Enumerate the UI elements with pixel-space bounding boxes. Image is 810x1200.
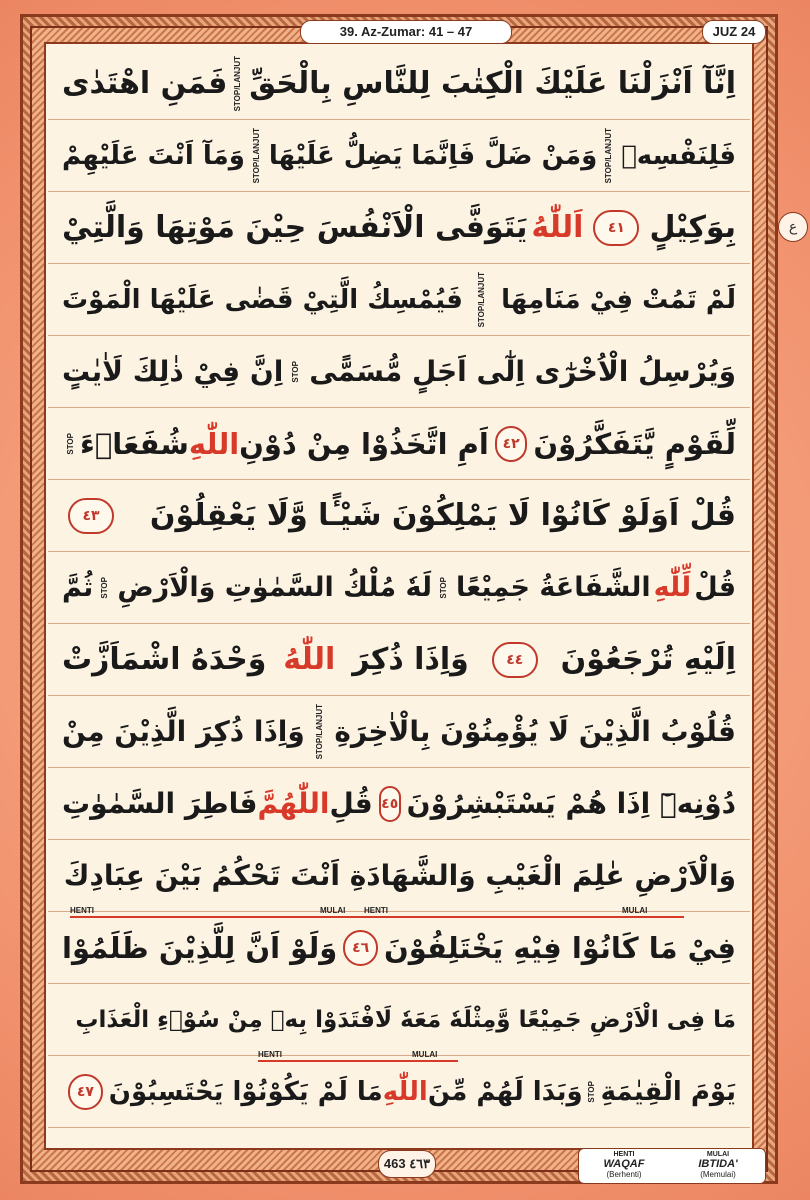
stop-lanjut-mark: STOP/LANJUT [233,55,243,112]
mulai-label: MULAI [412,1050,438,1059]
legend-henti-small: HENTI [613,1151,635,1158]
page-number-arabic: ٤٦٣ [409,1156,431,1171]
legend-ibtida-title: IBTIDA' [698,1158,738,1170]
line-8-segment-2: الشَّفَاعَةُ جَمِيْعًا [456,571,651,603]
line-6-segment-3: شُفَعَاۤءَ [80,426,189,461]
juz-label: JUZ 24 [702,20,766,44]
waqaf-ibtida-markers-line-12 [48,906,750,916]
line-9-segment-2: وَاِذَا ذُكِرَ [352,641,469,677]
ayah-number-42: ٤٢ [495,426,528,462]
text-line-6 [48,408,750,480]
line-3-segment-1: بِوَكِيْلٍ [649,209,736,245]
page-number [378,1150,436,1178]
line-13-segment-2: وَلَوْ اَنَّ لِلَّذِيْنَ ظَلَمُوْا [62,930,338,965]
line-14-segment-1: مَا فِى الْاَرْضِ جَمِيْعًا وَّمِثْلَهٗ مَعَهٗ لَافْتَدَوْا بِهٖ مِنْ سُوْۤءِ الْعَذَابِ [75,1006,736,1033]
line-10-segment-1: قُلُوْبُ الَّذِيْنَ لَا يُؤْمِنُوْنَ بِالْاٰخِرَةِ [334,714,736,748]
text-line-9 [48,624,750,696]
line-8-segment-1: قُلْ [694,571,736,603]
stop-lanjut-mark: STOP/LANJUT [251,127,261,184]
text-line-1 [48,48,750,120]
text-line-5 [48,336,750,408]
line-2-segment-3: وَمَآ اَنْتَ عَلَيْهِمْ [62,140,245,171]
text-line-7 [48,480,750,552]
line-11-segment-3: فَاطِرَ السَّمٰوٰتِ [62,786,258,820]
line-4-segment-2: فَيُمْسِكُ الَّتِيْ قَضٰى عَلَيْهَا الْمَوْتَ [62,284,463,315]
stop-mark: STOP [291,360,301,383]
line-11-segment-1: دُوْنِهٖٓ اِذَا هُمْ يَسْتَبْشِرُوْنَ [406,786,736,820]
line-13-segment-1: فِيْ مَا كَانُوْا فِيْهِ يَخْتَلِفُوْنَ [383,930,736,965]
text-line-2 [48,120,750,192]
legend-mulai-small: MULAI [706,1151,730,1158]
ayah-number-41: ٤١ [593,210,639,246]
waqaf-range-bar [70,916,370,918]
ayah-number-45: ٤٥ [379,786,401,822]
stop-mark: STOP [100,576,110,599]
line-1-segment-2: فَمَنِ اهْتَدٰى [62,65,228,101]
ayah-number-47: ٤٧ [68,1074,103,1110]
ibtida-range-bar [364,916,684,918]
line-10-segment-2: وَاِذَا ذُكِرَ الَّذِيْنَ مِنْ [62,714,305,748]
text-line-3 [48,192,750,264]
text-line-11 [48,768,750,840]
line-5-segment-1: وَيُرْسِلُ الْاُخْرٰٓى اِلٰٓى اَجَلٍ مُّسَمًّى [309,354,736,388]
waqaf-range-bar [258,1060,458,1062]
line-8-segment-3: لَهٗ مُلْكُ السَّمٰوٰتِ وَالْاَرْضِ [117,571,432,603]
stop-mark: STOP [439,576,448,599]
mulai-label: MULAI [622,906,648,915]
legend-waqaf-sub: (Berhenti) [606,1170,642,1179]
line-2-segment-1: فَلِنَفْسِهٖ [621,140,736,171]
line-7-segment-1: قُلْ اَوَلَوْ كَانُوْا لَا يَمْلِكُوْنَ شَيْـًٔا وَّلَا يَعْقِلُوْنَ [149,497,736,533]
legend-waqaf-title: WAQAF [603,1158,645,1170]
line-15-segment-1: يَوْمَ الْقِيٰمَةِ [600,1076,736,1107]
waqaf-ibtida-legend [578,1148,766,1184]
stop-lanjut-mark: STOP/LANJUT [477,271,487,328]
stop-mark: STOP [586,1080,596,1103]
page-number-latin: 463 [383,1156,406,1171]
stop-lanjut-mark: STOP/LANJUT [604,127,614,184]
waqaf-ibtida-markers-line-14 [48,1050,750,1060]
divine-name: اللّٰهُمَّ [257,786,330,820]
line-1-segment-1: اِنَّآ اَنْزَلْنَا عَلَيْكَ الْكِتٰبَ لِلنَّاسِ بِالْحَقِّ [249,65,736,101]
line-5-segment-2: اِنَّ فِيْ ذٰلِكَ لَاٰيٰتٍ [62,354,284,388]
ayah-number-43: ٤٣ [68,498,114,534]
legend-ibtida [673,1151,763,1179]
divine-name: اللّٰهُ [283,641,336,677]
line-2-segment-2: وَمَنْ ضَلَّ فَاِنَّمَا يَضِلُّ عَلَيْهَا [268,140,598,171]
divine-name: اَللّٰهُ [531,209,584,245]
line-6-segment-1: لِّقَوْمٍ يَّتَفَكَّرُوْنَ [533,426,736,461]
line-6-segment-2: اَمِ اتَّخَذُوْا مِنْ دُوْنِ [239,426,489,461]
henti-label: HENTI [364,906,388,915]
line-8-segment-4: ثُمَّ [62,571,94,603]
surah-reference: 39. Az-Zumar: 41 – 47 [300,20,512,44]
text-line-4 [48,264,750,336]
legend-ibtida-sub: (Memulai) [700,1170,736,1179]
divine-name: اللّٰهِ [382,1076,428,1107]
line-15-segment-3: مَا لَمْ يَكُوْنُوْا يَحْتَسِبُوْنَ [108,1076,383,1107]
henti-label: HENTI [258,1050,282,1059]
line-12-segment-1: وَالْاَرْضِ عٰلِمَ الْغَيْبِ وَالشَّهَادَةِ اَنْتَ تَحْكُمُ بَيْنَ عِبَادِكَ [63,858,736,892]
stop-mark: STOP [66,432,75,455]
text-line-8 [48,552,750,624]
ruku-side-marker: ع [778,212,808,242]
line-9-segment-3: وَحْدَهُ اشْمَاَزَّتْ [62,641,267,677]
divine-name: اللّٰهِ [188,426,240,461]
text-line-12 [48,840,750,912]
ayah-number-44: ٤٤ [492,642,538,678]
line-9-segment-1: اِلَيْهِ تُرْجَعُوْنَ [560,641,736,677]
mulai-label: MULAI [320,906,346,915]
line-3-segment-2: يَتَوَفَّى الْاَنْفُسَ حِيْنَ مَوْتِهَا وَالَّتِيْ [62,209,528,245]
ayah-number-46: ٤٦ [343,930,378,966]
line-15-segment-2: وَبَدَا لَهُمْ مِّنَ [427,1076,583,1107]
text-line-14 [48,984,750,1056]
text-line-10 [48,696,750,768]
text-line-15 [48,1056,750,1128]
henti-label: HENTI [70,906,94,915]
line-11-segment-2: قُلِ [329,786,373,820]
legend-waqaf [579,1151,669,1179]
text-line-13 [48,912,750,984]
divine-name: لِّلّٰهِ [653,571,692,603]
line-4-segment-1: لَمْ تَمُتْ فِيْ مَنَامِهَا [501,284,736,315]
stop-lanjut-mark: STOP/LANJUT [314,703,324,760]
